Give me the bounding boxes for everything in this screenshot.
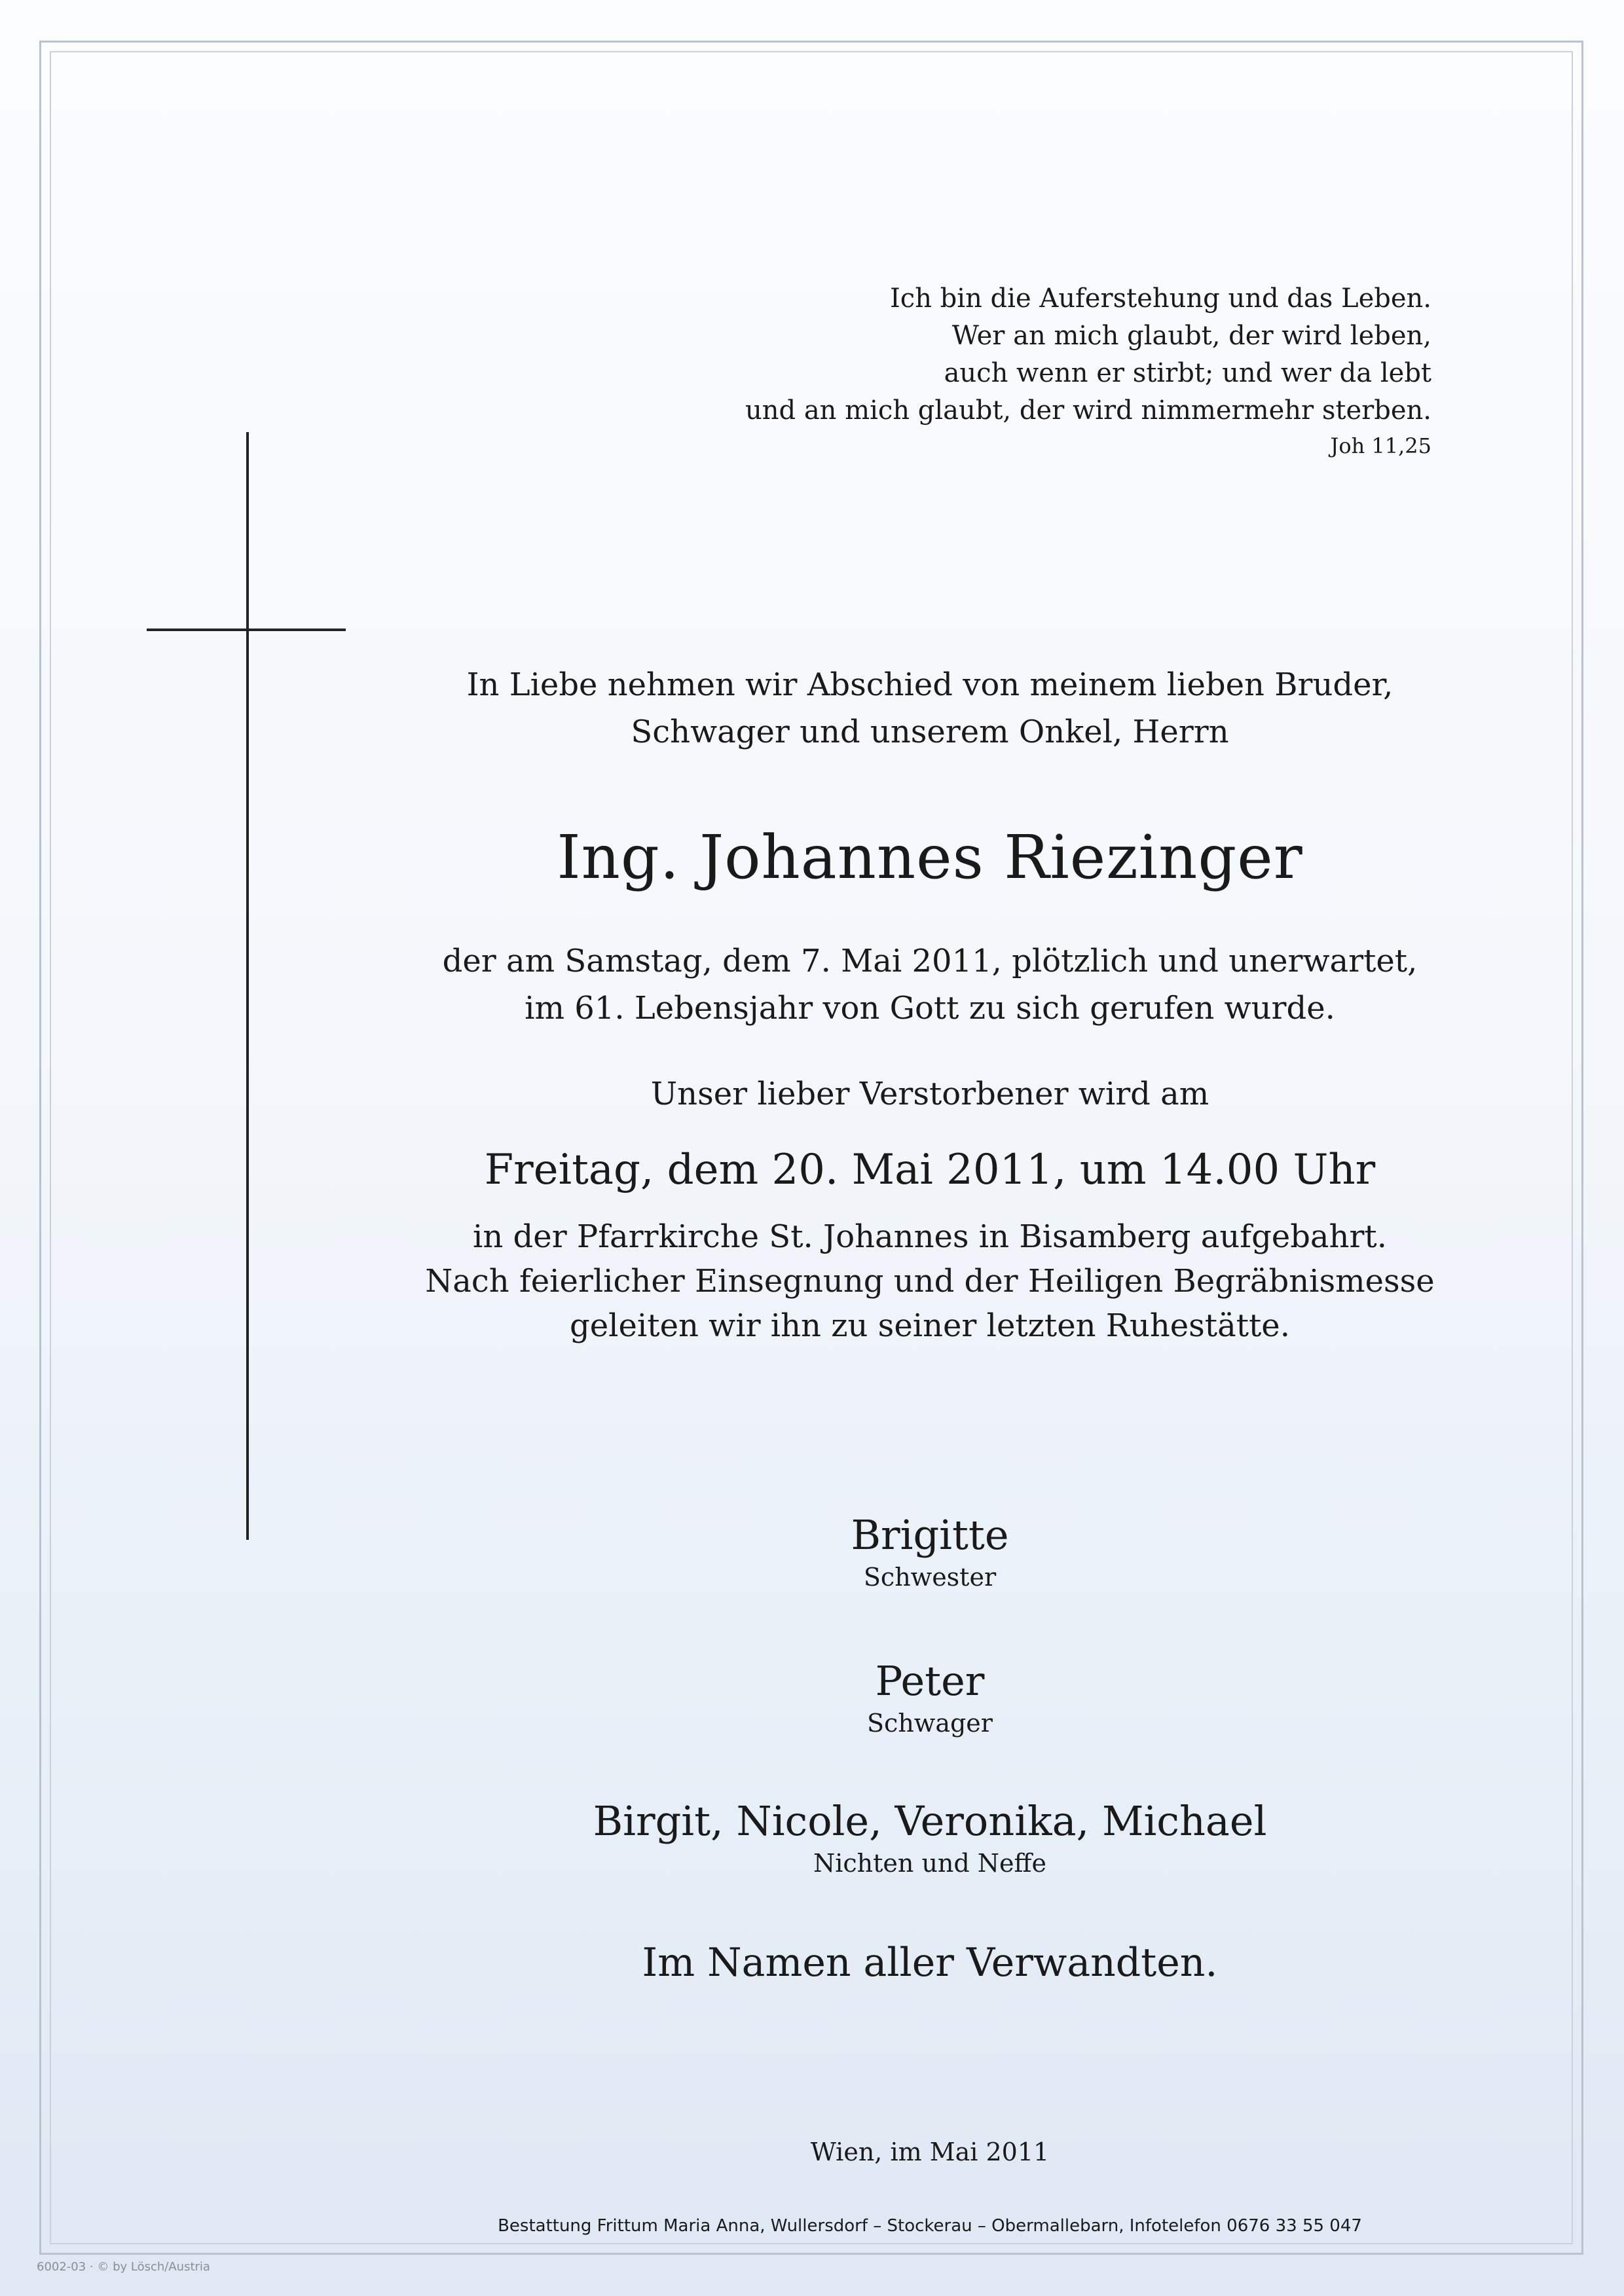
quote-line: auch wenn er stirbt; und wer da lebt — [944, 358, 1431, 388]
death-line: im 61. Lebensjahr von Gott zu sich gerufen wurde. — [525, 990, 1335, 1027]
cross-icon-horizontal — [147, 629, 346, 631]
place-text — [341, 1214, 1519, 1348]
mourner-relation: Schwager — [867, 1709, 993, 1738]
quote-reference: Joh 11,25 — [1330, 433, 1431, 458]
death-line: der am Samstag, dem 7. Mai 2011, plötzlich und unerwartet, — [442, 943, 1418, 979]
service-date: Freitag, dem 20. Mai 2011, um 14.00 Uhr — [484, 1146, 1376, 1194]
mourner-entry — [275, 1509, 1585, 1593]
place-line: Nach feierlicher Einsegnung und der Heiligen Begräbnismesse — [425, 1263, 1435, 1300]
funeral-home-info: Bestattung Frittum Maria Anna, Wullersdorf – Stockerau – Obermallebarn, Infotelefon 0676 33 55 047 — [498, 2216, 1362, 2236]
intro-line: Schwager und unserem Onkel, Herrn — [631, 714, 1229, 750]
deceased-name: Ing. Johannes Riezinger — [557, 822, 1303, 892]
intro-text — [341, 661, 1519, 756]
printer-mark: 6002-03 · © by Lösch/Austria — [37, 2260, 210, 2274]
death-text — [341, 938, 1519, 1032]
announcement-text: Unser lieber Verstorbener wird am — [650, 1076, 1209, 1112]
cross-icon-vertical — [246, 432, 249, 1540]
place-line: geleiten wir ihn zu seiner letzten Ruhestätte. — [570, 1307, 1290, 1344]
intro-line: In Liebe nehmen wir Abschied von meinem lieben Bruder, — [466, 666, 1393, 703]
quote-line: Wer an mich glaubt, der wird leben, — [951, 321, 1431, 351]
mourner-entry — [275, 1795, 1585, 1879]
mourner-relation: Schwester — [863, 1563, 997, 1592]
quote-line: und an mich glaubt, der wird nimmermehr sterben. — [745, 395, 1431, 426]
quote-line: Ich bin die Auferstehung und das Leben. — [890, 283, 1431, 314]
mourner-relation: Nichten und Neffe — [813, 1849, 1047, 1878]
bible-quote — [646, 280, 1431, 462]
mourner-name: Brigitte — [851, 1511, 1009, 1559]
mourner-name: Birgit, Nicole, Veronika, Michael — [593, 1797, 1267, 1845]
place-line: in der Pfarrkirche St. Johannes in Bisamberg aufgebahrt. — [473, 1218, 1387, 1255]
closing-text: Im Namen aller Verwandten. — [642, 1940, 1218, 1986]
mourner-name: Peter — [875, 1657, 985, 1705]
city-date: Wien, im Mai 2011 — [810, 2138, 1050, 2166]
mourner-entry — [275, 1655, 1585, 1739]
